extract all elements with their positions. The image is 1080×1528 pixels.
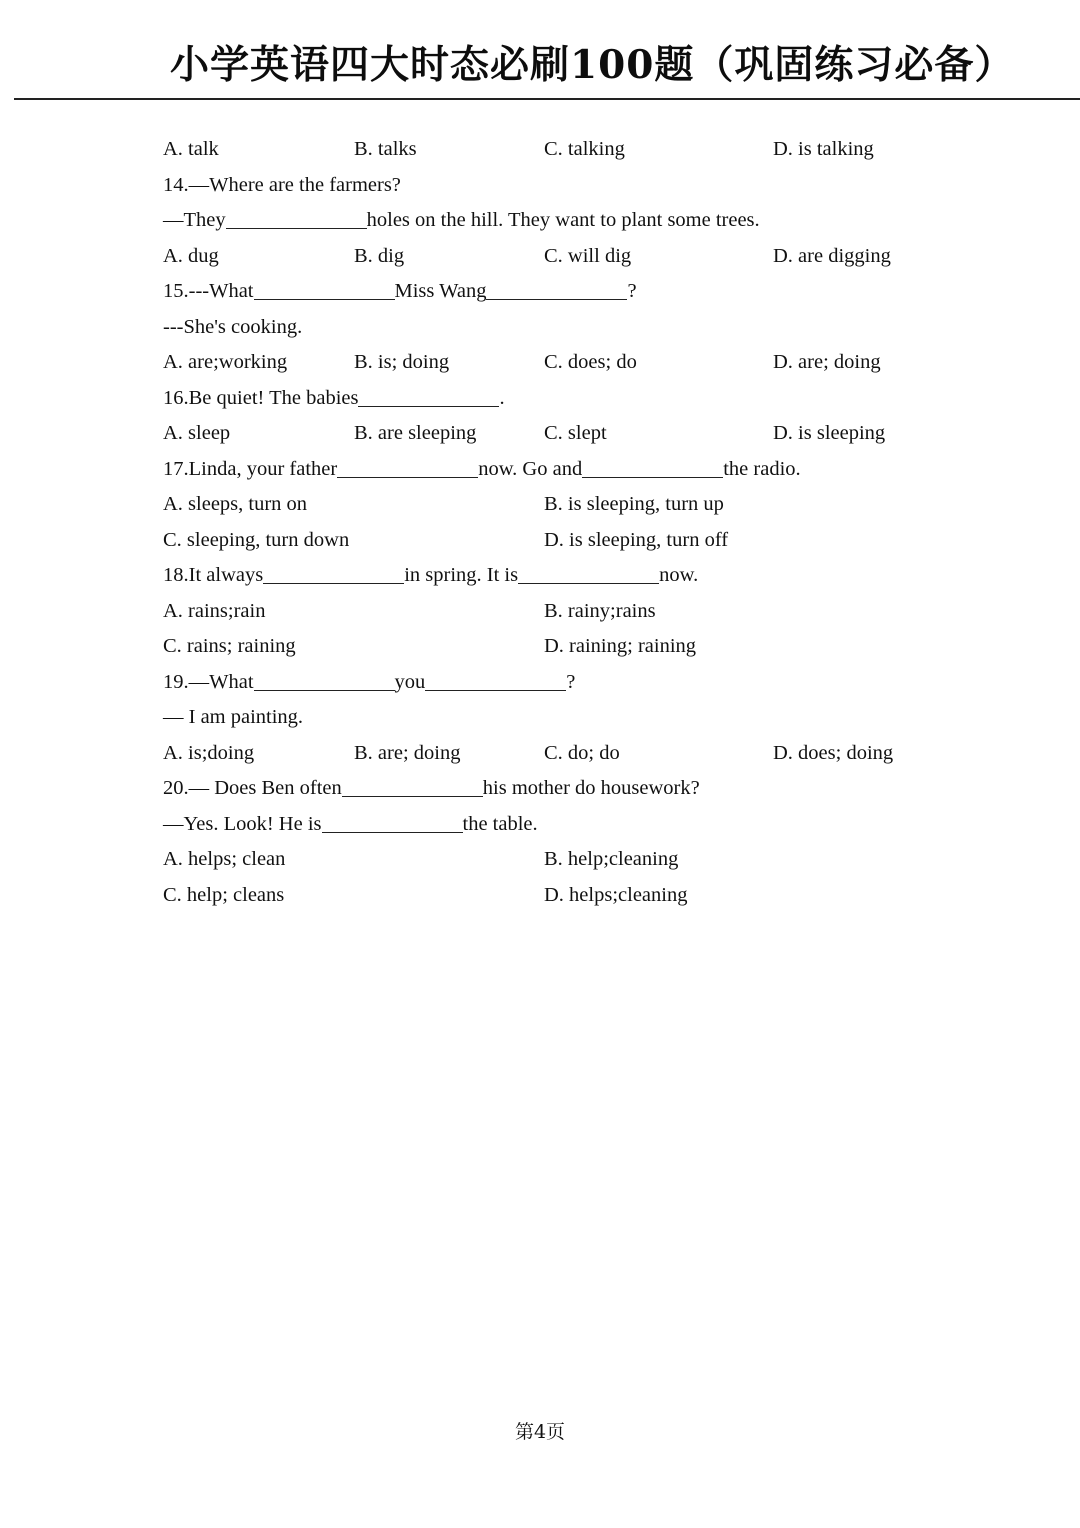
q17-stem xyxy=(163,452,923,488)
answer-blank xyxy=(226,204,367,229)
q15-option-a: A. are;working xyxy=(163,351,288,373)
answer-blank xyxy=(337,453,478,478)
q15-reply-text: ---She's cooking. xyxy=(163,315,303,338)
q16-option-a: A. sleep xyxy=(163,422,231,444)
q18-option-a: A. rains;rain xyxy=(163,599,266,622)
q18-option-b: B. rainy;rains xyxy=(544,599,656,622)
q17-options-row-1 xyxy=(163,487,923,523)
question-list xyxy=(163,132,923,913)
q14-options xyxy=(163,239,923,275)
q19-option-a: A. is;doing xyxy=(163,741,255,764)
q14-reply-pre: —They xyxy=(163,209,226,231)
q17-option-c: C. sleeping, turn down xyxy=(163,528,350,551)
page-header xyxy=(0,0,1080,100)
q15-stem xyxy=(163,274,923,310)
q14-option-b: B. dig xyxy=(354,244,405,267)
answer-blank xyxy=(425,666,566,691)
q13-option-d: D. is talking xyxy=(773,138,874,160)
answer-blank xyxy=(322,808,463,833)
q19-stem-post: ? xyxy=(566,670,576,693)
q14-option-a: A. dug xyxy=(163,244,219,267)
q18-option-c: C. rains; raining xyxy=(163,635,296,657)
q18-stem-mid: in spring. It is xyxy=(404,564,519,586)
q16-stem-pre: 16.Be quiet! The babies xyxy=(163,386,359,409)
q15-stem-post: ? xyxy=(627,280,637,302)
q14-reply-post: holes on the hill. They want to plant some trees. xyxy=(366,209,760,231)
answer-blank xyxy=(358,382,499,407)
answer-blank xyxy=(342,772,483,797)
q15-options xyxy=(163,345,923,381)
q20-stem xyxy=(163,771,923,807)
q20-stem-post: his mother do housework? xyxy=(482,777,700,799)
q13-option-a: A. talk xyxy=(163,138,219,160)
q14-stem xyxy=(163,168,923,204)
q20-option-c: C. help; cleans xyxy=(163,883,285,906)
q19-stem-pre: 19.—What xyxy=(163,670,254,693)
q16-option-d: D. is sleeping xyxy=(773,422,886,444)
q17-stem-pre: 17.Linda, your father xyxy=(163,457,338,480)
q19-option-c: C. do; do xyxy=(544,741,620,764)
q13-option-b: B. talks xyxy=(354,138,417,160)
q20-option-a: A. helps; clean xyxy=(163,848,286,870)
page-number: 第4页 xyxy=(514,1421,566,1443)
q14-option-c: C. will dig xyxy=(544,244,632,267)
answer-blank xyxy=(518,559,659,584)
q18-options-row-1 xyxy=(163,594,923,630)
q18-stem-post: now. xyxy=(659,564,699,586)
q20-reply xyxy=(163,807,923,843)
q20-options-row-2 xyxy=(163,878,923,914)
q20-option-d: D. helps;cleaning xyxy=(544,883,688,906)
q17-option-a: A. sleeps, turn on xyxy=(163,493,308,515)
q16-stem-post: . xyxy=(499,386,505,409)
q18-options-row-2 xyxy=(163,629,923,665)
q16-option-b: B. are sleeping xyxy=(354,422,477,444)
q18-stem xyxy=(163,558,923,594)
q16-options xyxy=(163,416,923,452)
q14-reply xyxy=(163,203,923,239)
q20-options-row-1 xyxy=(163,842,923,878)
q19-option-b: B. are; doing xyxy=(354,741,461,764)
answer-blank xyxy=(254,666,395,691)
q17-option-b: B. is sleeping, turn up xyxy=(544,493,724,515)
answer-blank xyxy=(582,453,723,478)
q19-stem-mid: you xyxy=(394,670,426,693)
q15-option-d: D. are; doing xyxy=(773,351,881,373)
answer-blank xyxy=(486,275,627,300)
q18-option-d: D. raining; raining xyxy=(544,635,697,657)
q17-option-d: D. is sleeping, turn off xyxy=(544,528,729,551)
q19-reply-text: — I am painting. xyxy=(163,706,304,728)
q13-option-c: C. talking xyxy=(544,138,625,160)
q15-stem-pre: 15.---What xyxy=(163,280,254,302)
q20-reply-post: the table. xyxy=(462,812,538,835)
q18-stem-pre: 18.It always xyxy=(163,564,264,586)
header-divider xyxy=(14,98,1080,100)
q19-options xyxy=(163,736,923,772)
q17-stem-mid: now. Go and xyxy=(478,457,583,480)
q16-option-c: C. slept xyxy=(544,422,607,444)
q15-option-b: B. is; doing xyxy=(354,351,450,373)
q14-stem-text: 14.—Where are the farmers? xyxy=(163,173,401,196)
q20-reply-pre: —Yes. Look! He is xyxy=(163,812,322,835)
q15-option-c: C. does; do xyxy=(544,351,637,373)
q17-options-row-2 xyxy=(163,523,923,559)
q19-stem xyxy=(163,665,923,701)
q17-stem-post: the radio. xyxy=(723,457,801,480)
answer-blank xyxy=(263,559,404,584)
q20-stem-pre: 20.— Does Ben often xyxy=(163,777,342,799)
q13-options xyxy=(163,132,923,168)
q15-reply xyxy=(163,310,923,346)
answer-blank xyxy=(254,275,395,300)
q19-option-d: D. does; doing xyxy=(773,741,894,764)
q16-stem xyxy=(163,381,923,417)
q15-stem-mid: Miss Wang xyxy=(394,280,487,302)
q14-option-d: D. are digging xyxy=(773,244,891,267)
page-title: 小学英语四大时态必刷100题（巩固练习必备） xyxy=(170,42,1015,88)
q19-reply xyxy=(163,700,923,736)
q20-option-b: B. help;cleaning xyxy=(544,848,679,870)
